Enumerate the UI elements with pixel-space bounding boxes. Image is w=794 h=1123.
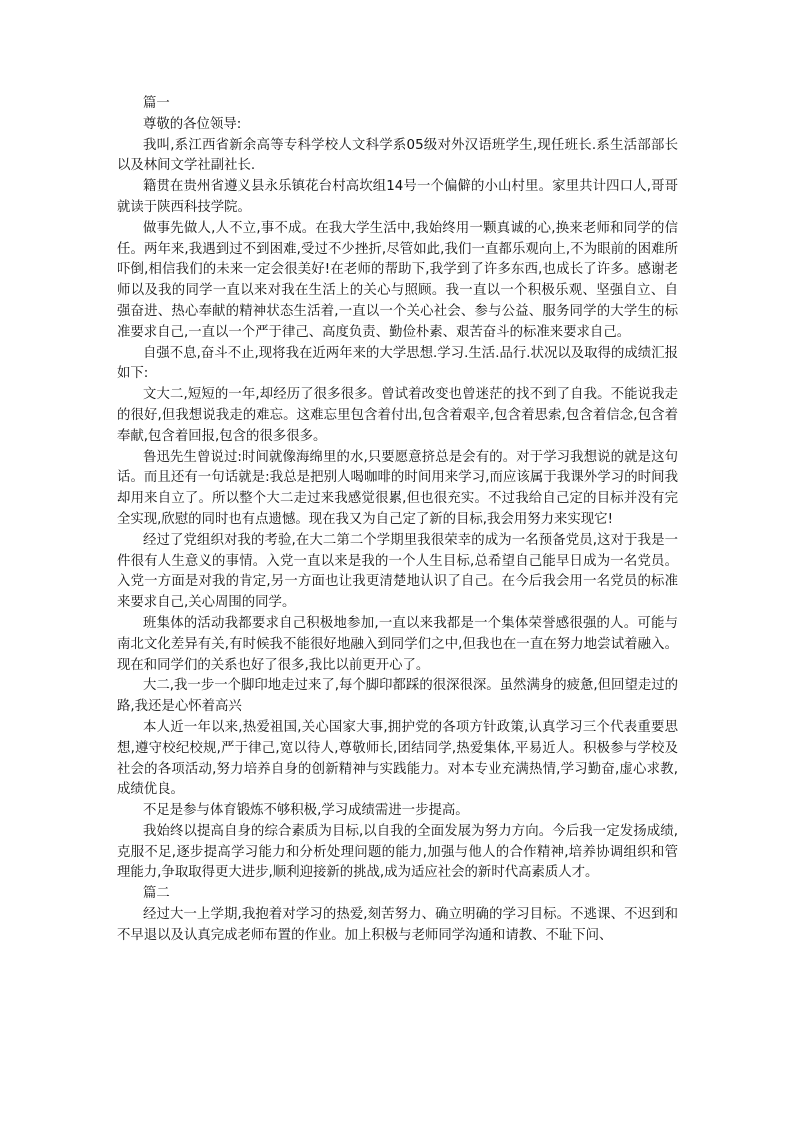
paragraph: 籍贯在贵州省遵义县永乐镇花台村高坎组14号一个偏僻的小山村里。家里共计四口人,哥哥就读于陕西科技学院。 xyxy=(117,179,678,215)
paragraph: 做事先做人,人不立,事不成。在我大学生活中,我始终用一颗真诚的心,换来老师和同学的信任。两年来,我遇到过不到困难,受过不少挫折,尽管如此,我们一直都乐观向上,不为眼前的困难所吓倒,相信我们的未来一定会很美好!在老师的帮助下,我学到了许多东西,也成长了许多。感谢老师以及我的同学一直以来对我在生活上的关心与照顾。我一直以一个积极乐观、坚强自立、自强奋进、热心奉献的精神状态生活着,一直以一个关心社会、参与公益、服务同学的大学生的标准要求自己,一直以一个严于律己、高度负责、勤俭朴素、艰苦奋斗的标准来要求自己。 xyxy=(117,220,678,340)
paragraph: 经过了党组织对我的考验,在大二第二个学期里我很荣幸的成为一名预备党员,这对于我是一件很有人生意义的事情。入党一直以来是我的一个人生目标,总希望自己能早日成为一名党员。入党一方面是对我的肯定,另一方面也让我更清楚地认识了自己。在今后我会用一名党员的标准来要求自己,关心周围的同学。 xyxy=(117,532,678,611)
paragraph: 本人近一年以来,热爱祖国,关心国家大事,拥护党的各项方针政策,认真学习三个代表重要思想,遵守校纪校规,严于律己,宽以待人,尊敬师长,团结同学,热爱集体,平易近人。积极参与学校及社会的各项活动,努力培养自身的创新精神与实践能力。对本专业充满热情,学习勤奋,虚心求教,成绩优良。 xyxy=(117,719,678,798)
section-heading: 篇二 xyxy=(143,886,170,902)
document-page xyxy=(117,94,678,947)
paragraph: 不足是参与体育锻炼不够积极,学习成绩需进一步提高。 xyxy=(143,803,469,819)
paragraph: 大二,我一步一个脚印地走过来了,每个脚印都踩的很深很深。虽然满身的疲惫,但回望走过的路,我还是心怀着高兴 xyxy=(117,678,679,715)
paragraph: 经过大一上学期,我抱着对学习的热爱,刻苦努力、确立明确的学习目标。不逃课、不迟到和不早退以及认真完成老师布置的作业。加上积极与老师同学沟通和请教、不耻下问、 xyxy=(117,907,678,943)
section-heading: 篇一 xyxy=(143,96,170,111)
paragraph: 鲁迅先生曾说过:时间就像海绵里的水,只要愿意挤总是会有的。对于学习我想说的就是这句话。而且还有一句话就是:我总是把别人喝咖啡的时间用来学习,而应该属于我课外学习的时间我却用来自立了。所以整个大二走过来我感觉很累,但也很充实。不过我给自己定的目标并没有完全实现,欣慰的同时也有点遗憾。现在我又为自己定了新的目标,我会用努力来实现它! xyxy=(117,449,678,527)
salutation: 尊敬的各位领导: xyxy=(143,116,242,132)
paragraph: 我叫,系江西省新余高等专科学校人文科学系05级对外汉语班学生,现任班长.系生活部部长以及林间文学社副社长. xyxy=(117,137,678,174)
paragraph: 自强不息,奋斗不止,现将我在近两年来的大学思想.学习.生活.品行.状况以及取得的成绩汇报如下: xyxy=(117,345,678,382)
paragraph: 我始终以提高自身的综合素质为目标,以自我的全面发展为努力方向。今后我一定发扬成绩,克服不足,逐步提高学习能力和分析处理问题的能力,加强与他人的合作精神,培养协调组织和管理能力,争取取得更大进步,顺利迎接新的挑战,成为适应社会的新时代高素质人才。 xyxy=(117,823,678,881)
paragraph: 文大二,短短的一年,却经历了很多很多。曾试着改变也曾迷茫的找不到了自我。不能说我走的很好,但我想说我走的难忘。这难忘里包含着付出,包含着艰辛,包含着思索,包含着信念,包含着奉献,包含着回报,包含的很多很多。 xyxy=(117,387,678,444)
paragraph: 班集体的活动我都要求自己积极地参加,一直以来我都是一个集体荣誉感很强的人。可能与南北文化差异有关,有时候我不能很好地融入到同学们之中,但我也在一直在努力地尝试着融入。现在和同学们的关系也好了很多,我比以前更开心了。 xyxy=(117,615,678,673)
